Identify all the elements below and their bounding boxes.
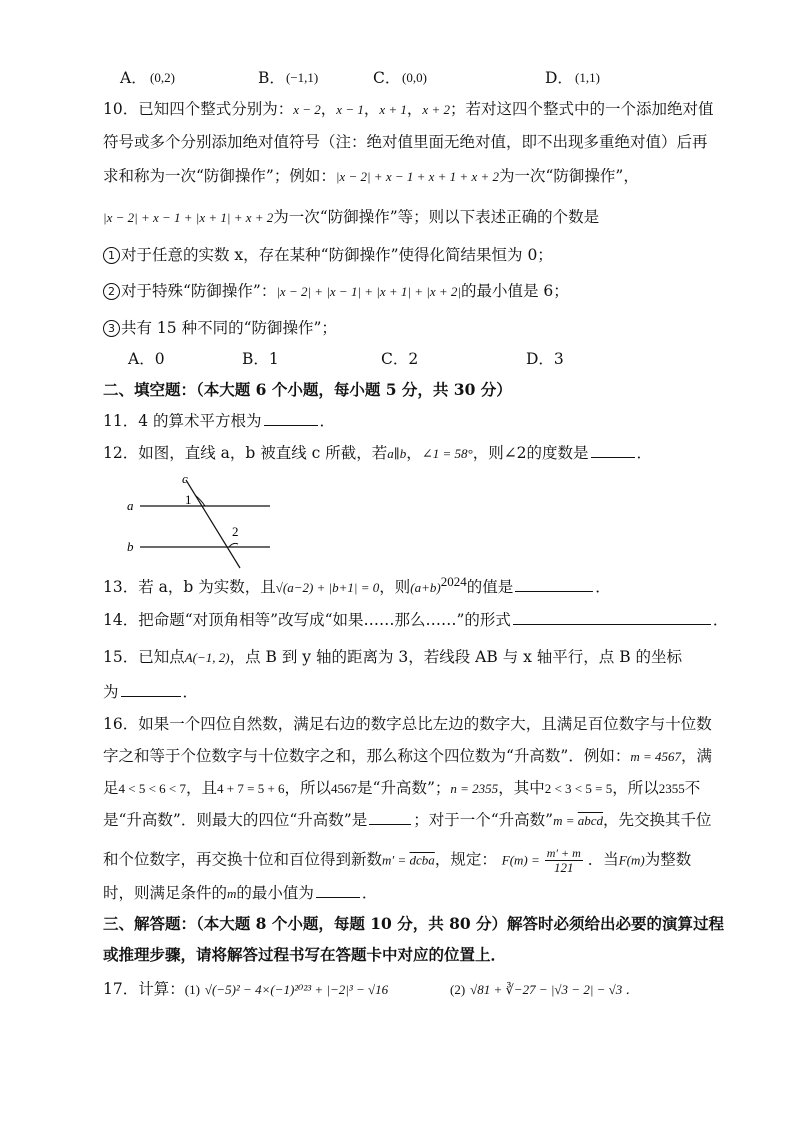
q13-answer-blank <box>515 577 593 592</box>
q13: 13．若 a，b 为实数，且√(a−2) + |b+1| = 0，则$(a+b)^{2024}$的值是 ． <box>103 574 611 597</box>
label-c: c <box>182 472 188 486</box>
q10-option-a: A．0 <box>128 350 165 368</box>
q9-option-d-label: D． <box>545 69 573 87</box>
q14-answer-blank <box>513 610 711 625</box>
q10-line3: 求和称为一次“防御操作”；例如：|x − 2| + x − 1 + x + 1 + x + 2为一次“防御操作”， <box>103 167 639 185</box>
label-angle-1: 1 <box>185 492 192 507</box>
circled-number-2: 2 <box>103 283 120 300</box>
label-b: b <box>127 539 134 554</box>
q10-option-d: D．3 <box>526 350 564 368</box>
label-angle-2: 2 <box>232 524 239 539</box>
q10-statement-2: 2 对于特殊“防御操作”：|x − 2| + |x − 1| + |x + 1| + |x + 2|的最小值是 6； <box>103 281 569 302</box>
q11-answer-blank <box>264 411 318 426</box>
q15-line2: 为 ． <box>103 683 199 701</box>
q16-line2: 字之和等于个位数字与十位数字之和，那么称这个四位数为“升高数”．例如：m = 4567，满 <box>103 747 713 765</box>
q10-statement-2-expr: |x − 2| + |x − 1| + |x + 1| + |x + 2| <box>276 284 461 299</box>
q16-answer-blank-2 <box>316 883 360 898</box>
q11: 11．4 的算术平方根为 ． <box>103 412 336 430</box>
q10-option-c: C．2 <box>381 350 419 368</box>
q17-part-1-label: (1) <box>184 982 200 997</box>
section-3-heading-line2: 或推理步骤，请将解答过程书写在答题卡中对应的位置上． <box>103 945 507 964</box>
q10-expr-2: x − 1 <box>336 102 364 117</box>
q16-line3: 足4 < 5 < 6 < 7，且4 + 7 = 5 + 6，所以4567是“升高数”；n = 2355，其中2 < 3 < 5 = 5，所以2355不 <box>103 779 701 797</box>
q12-angle-condition: ∠1 = 58° <box>421 446 473 461</box>
q10-expr-1: x − 2 <box>293 102 321 117</box>
q12-parallel-condition: a∥b <box>387 446 407 461</box>
label-a: a <box>127 498 134 513</box>
q10-example-1: |x − 2| + x − 1 + x + 1 + x + 2 <box>335 169 499 184</box>
q17-part-2-label: (2) <box>450 982 466 997</box>
q10-line4: |x − 2| + x − 1 + |x + 1| + x + 2为一次“防御操作”等；则以下表述正确的个数是 <box>103 208 600 226</box>
q17-part-2-expr: √81 + ∛−27 − |√3 − 2| − √3 ． <box>470 982 639 997</box>
q9-option-a-label: A． <box>120 69 147 87</box>
q9-option-a-value: (0,2) <box>150 70 175 85</box>
q15-point-a: A(−1, 2) <box>184 650 230 665</box>
q9-option-b-value: (−1,1) <box>286 70 319 85</box>
angle-1-arc <box>195 495 205 506</box>
q17-part-2 <box>450 979 639 1000</box>
q10-expr-3: x + 1 <box>379 102 407 117</box>
section-3-heading-line1: 三、解答题：（本大题 8 个小题，每题 10 分，共 80 分）解答时必须给出必要的演算过程 <box>103 914 725 933</box>
q17-part-1-expr: √(−5)² − 4×(−1)²⁰²³ + |−2|³ − √16 <box>204 982 389 997</box>
q17: 17．计算：(1) √(−5)² − 4×(−1)²⁰²³ + |−2|³ − √16 <box>103 980 389 998</box>
circled-number-3: 3 <box>103 320 120 337</box>
q10-statement-1: 1 对于任意的实数 x，存在某种“防御操作”使得化简结果恒为 0； <box>103 245 553 265</box>
circled-number-1: 1 <box>103 247 120 264</box>
q10-statement-3: 3 共有 15 种不同的“防御操作”； <box>103 318 337 338</box>
q13-expression: (a+b) <box>410 580 441 596</box>
q10-option-b: B．1 <box>242 350 279 368</box>
q10-example-2: |x − 2| + x − 1 + |x + 1| + x + 2 <box>103 210 274 225</box>
parallel-lines-figure <box>122 472 282 572</box>
q13-condition: √(a−2) + |b+1| = 0 <box>275 580 380 596</box>
q10-line1: 10．已知四个整式分别为：x − 2，x − 1，x + 1，x + 2；若对这四个整式中的一个添加绝对值 <box>103 100 714 118</box>
q16-line1: 16．如果一个四位自然数，满足右边的数字总比左边的数字大，且满足百位数字与十位数 <box>103 715 712 733</box>
q16-line4: 是“升高数”．则最大的四位“升高数”是 ；对于一个“升高数”m = abcd，先交换其千位 <box>103 811 712 829</box>
q13-exponent: 2024 <box>440 574 467 589</box>
q16-answer-blank-1 <box>369 810 411 825</box>
section-2-heading: 二、填空题：（本大题 6 个小题，每小题 5 分，共 30 分） <box>103 380 512 399</box>
q16-fraction: $\frac{m' + m}{121}$ <box>546 846 581 875</box>
q9-option-d-value: (1,1) <box>575 70 600 85</box>
q16-line5: 和个位数字，再交换十位和百位得到新数m′ = dcba，规定： F(m) = $\frac{m' + m}{121}$ ．当F(m)为整数 <box>103 846 692 875</box>
q10-line2: 符号或多个分别添加绝对值符号（注：绝对值里面无绝对值，即不出现多重绝对值）后再 <box>103 133 708 151</box>
q16-line6: 时，则满足条件的m的最小值为 ． <box>103 884 378 902</box>
q14: 14．把命题“对顶角相等”改写成“如果……那么……”的形式 ． <box>103 611 729 629</box>
q9-option-c-value: (0,0) <box>402 70 427 85</box>
q9-option-b-label: B． <box>258 69 285 87</box>
q12-answer-blank <box>591 443 635 458</box>
q15-answer-blank <box>121 682 181 697</box>
q15-line1: 15．已知点A(−1, 2)，点 B 到 y 轴的距离为 3，若线段 AB 与 x 轴平行，点 B 的坐标 <box>103 648 683 666</box>
q12: 12．如图，直线 a，b 被直线 c 所截，若a∥b，∠1 = 58°，则∠2的度数是 ． <box>103 444 653 462</box>
q9-option-c-label: C． <box>373 69 401 87</box>
q10-expr-4: x + 2 <box>422 102 450 117</box>
